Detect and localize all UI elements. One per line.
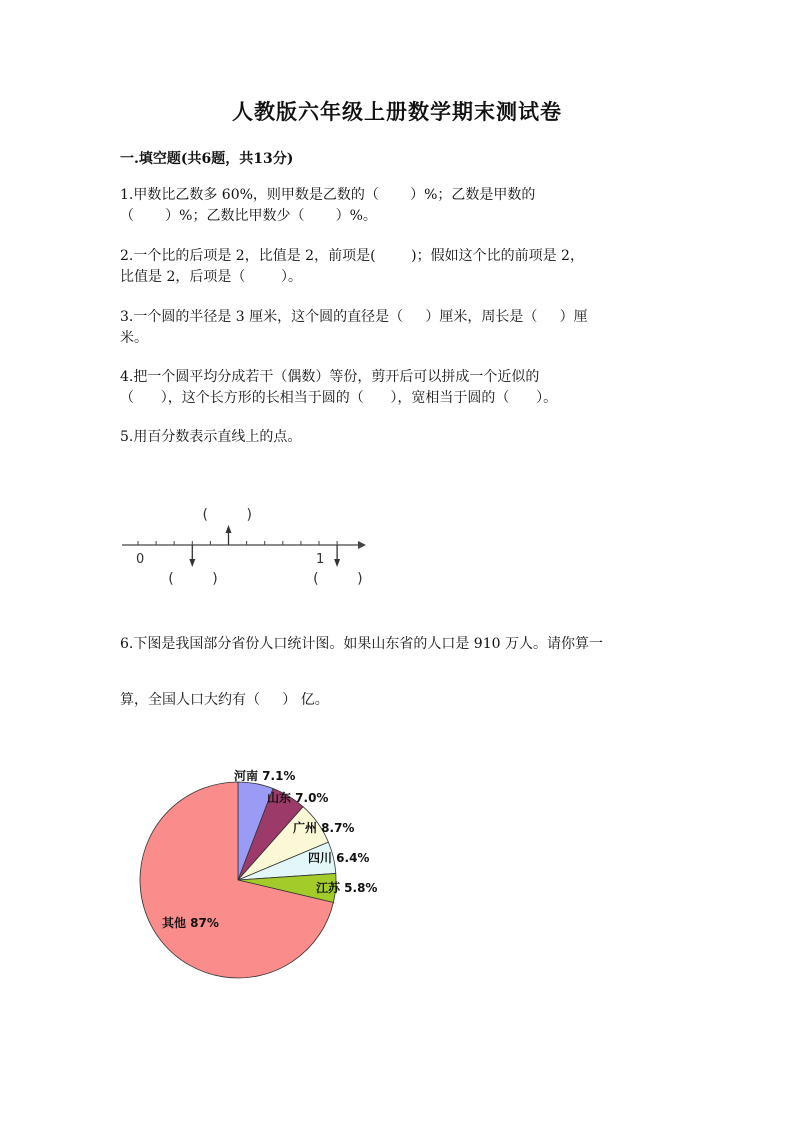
pie-label-4: 四川 6.4% <box>308 851 370 865</box>
population-pie-chart <box>130 760 420 990</box>
answer-paren-right: ) <box>212 571 218 587</box>
question-2 <box>120 246 680 288</box>
number-line-diagram <box>118 500 378 595</box>
question-4 <box>120 367 680 409</box>
pie-label-5: 江苏 5.8% <box>316 881 378 895</box>
answer-paren-right: ) <box>246 507 252 523</box>
question-1 <box>120 185 680 227</box>
question-6-line-1: 6.下图是我国部分省份人口统计图。如果山东省的人口是 910 万人。请你算一 <box>120 636 603 652</box>
question-3 <box>120 307 680 349</box>
question-4-line-1: 4.把一个圆平均分成若干（偶数）等份，剪开后可以拼成一个近似的 <box>120 369 540 385</box>
question-3-line-2: 米。 <box>120 330 148 346</box>
number-line-point-arrow <box>189 545 195 567</box>
pie-label-3: 广州 8.7% <box>293 821 355 835</box>
question-1-line-1: 1.甲数比乙数多 60%，则甲数是乙数的（ ）%；乙数是甲数的 <box>120 187 536 203</box>
pie-label-1: 河南 7.1% <box>234 769 296 783</box>
zero-label: 0 <box>136 552 145 567</box>
question-1-line-2: （ ）%；乙数比甲数少（ ）%。 <box>120 208 377 224</box>
answer-paren-right: ) <box>357 571 363 587</box>
answer-paren-left: ( <box>313 571 319 587</box>
page-title: 人教版六年级上册数学期末测试卷 <box>232 99 562 124</box>
question-4-line-2: （ ），这个长方形的长相当于圆的（ ），宽相当于圆的（ ）。 <box>120 390 558 406</box>
number-line-point-arrow <box>334 545 340 567</box>
question-2-line-2: 比值是 2，后项是（ ）。 <box>120 269 302 285</box>
question-5: 5.用百分数表示直线上的点。 <box>120 429 302 445</box>
question-3-line-1: 3.一个圆的半径是 3 厘米，这个圆的直径是（ ）厘米，周长是（ ）厘 <box>120 309 588 325</box>
answer-paren-left: ( <box>202 507 208 523</box>
axis-arrowhead <box>358 541 366 549</box>
one-label: 1 <box>316 552 325 567</box>
section-heading: 一.填空题(共6题，共13分) <box>120 151 294 167</box>
pie-label-2: 山东 7.0% <box>267 791 329 805</box>
pie-label-6: 其他 87% <box>162 916 219 930</box>
question-6-line-2: 算，全国人口大约有（ ） 亿。 <box>120 692 329 708</box>
answer-paren-left: ( <box>168 571 174 587</box>
number-line-point-arrow <box>226 525 232 545</box>
question-2-line-1: 2.一个比的后项是 2，比值是 2，前项是( )；假如这个比的前项是 2， <box>120 248 584 264</box>
